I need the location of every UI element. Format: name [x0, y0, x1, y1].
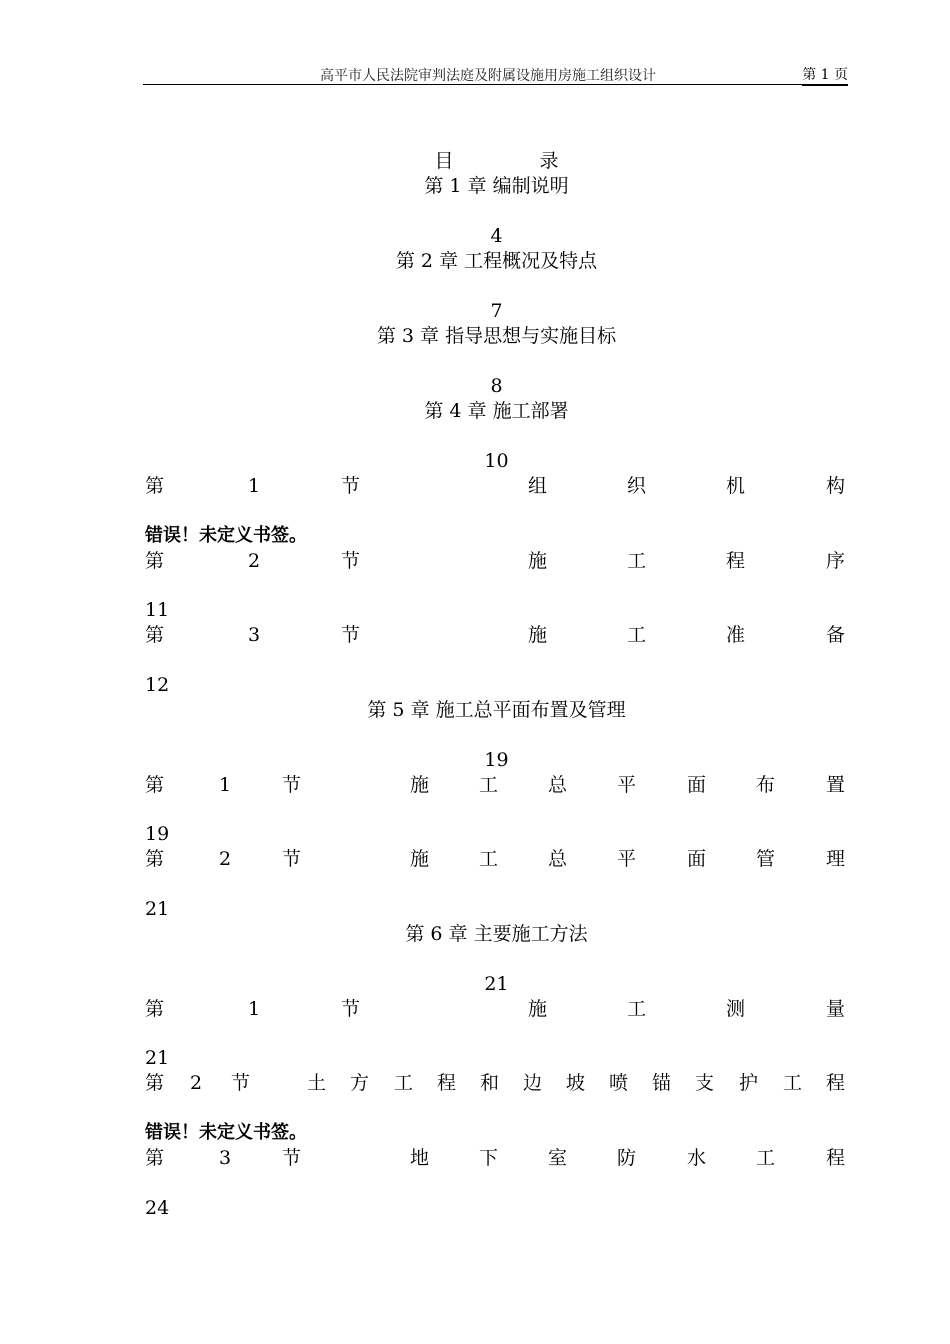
toc-page-ch1: 4: [490, 225, 503, 247]
toc-entry-ch5-s1[interactable]: [145, 772, 848, 798]
toc-entry-glyph: 室: [548, 1147, 568, 1169]
toc-page-ch2: 7: [490, 300, 503, 322]
toc-entry-glyph: 准: [726, 624, 746, 646]
toc-page-ch4-s3: 12: [145, 674, 170, 696]
toc-entry-glyph: 总: [548, 848, 568, 870]
toc-entry-glyph: 地: [410, 1147, 430, 1169]
toc-entry-glyph: 节: [341, 998, 361, 1020]
toc-entry-ch1[interactable]: 第 1 章 编制说明: [424, 175, 569, 197]
toc-entry-glyph: 第: [145, 1147, 165, 1169]
toc-entry-ch4[interactable]: 第 4 章 施工部署: [424, 400, 569, 422]
toc-entry-glyph: 工: [756, 1147, 776, 1169]
toc-error-ch4-s1: 错误！未定义书签。: [145, 525, 307, 546]
toc-entry-glyph: 和: [480, 1072, 500, 1094]
toc-entry-glyph: 施: [528, 998, 548, 1020]
toc-error-ch6-s2: 错误！未定义书签。: [145, 1122, 307, 1143]
toc-entry-glyph: 喷: [609, 1072, 629, 1094]
toc-entry-glyph: 3: [248, 624, 261, 646]
toc-entry-ch6-s2[interactable]: [145, 1070, 848, 1096]
toc-entry-glyph: 管: [756, 848, 776, 870]
toc-entry-glyph: 工: [783, 1072, 803, 1094]
toc-entry-glyph: 1: [219, 774, 232, 796]
toc-page-ch5-s1: 19: [145, 823, 170, 845]
toc-entry-glyph: 序: [826, 550, 846, 572]
toc-entry-ch4-s3[interactable]: [145, 622, 848, 648]
toc-entry-glyph: 工: [479, 774, 499, 796]
toc-entry-glyph: 工: [394, 1072, 414, 1094]
toc-entry-glyph: 置: [826, 774, 846, 796]
toc-entry-glyph: 程: [826, 1147, 846, 1169]
toc-entry-glyph: 面: [687, 774, 707, 796]
toc-entry-glyph: 录: [539, 150, 559, 172]
toc-entry-glyph: 1: [248, 475, 261, 497]
toc-entry-glyph: 支: [695, 1072, 715, 1094]
toc-entry-glyph: 织: [627, 475, 647, 497]
page-number: 第 1 页: [802, 64, 848, 86]
toc-entry-glyph: 2: [219, 848, 232, 870]
toc-entry-glyph: 护: [739, 1072, 759, 1094]
toc-entry-glyph: 节: [282, 848, 302, 870]
toc-entry-glyph: 水: [687, 1147, 707, 1169]
toc-entry-glyph: 布: [756, 774, 776, 796]
toc-entry-glyph: 防: [617, 1147, 637, 1169]
toc-entry-glyph: 测: [726, 998, 746, 1020]
toc-entry-glyph: 第: [145, 624, 165, 646]
toc-entry-glyph: 机: [726, 475, 746, 497]
toc-heading: [145, 148, 848, 174]
toc-page-ch6-s3: 24: [145, 1197, 170, 1219]
toc-entry-ch5[interactable]: 第 5 章 施工总平面布置及管理: [367, 699, 626, 721]
toc-page-ch3: 8: [490, 375, 503, 397]
document-title: 高平市人民法院审判法庭及附属设施用房施工组织设计: [320, 68, 656, 84]
toc-entry-glyph: 目: [434, 150, 454, 172]
toc-entry-glyph: 第: [145, 774, 165, 796]
toc-entry-glyph: 理: [826, 848, 846, 870]
toc-entry-glyph: 量: [826, 998, 846, 1020]
toc-entry-glyph: 施: [410, 774, 430, 796]
page-header: [143, 64, 848, 85]
toc-entry-glyph: 节: [282, 774, 302, 796]
toc-entry-glyph: 构: [826, 475, 846, 497]
toc-page-ch4-s2: 11: [145, 599, 170, 621]
toc-entry-glyph: 程: [826, 1072, 846, 1094]
toc-entry-ch2[interactable]: 第 2 章 工程概况及特点: [395, 250, 598, 272]
toc-entry-ch3[interactable]: 第 3 章 指导思想与实施目标: [376, 325, 617, 347]
toc-entry-glyph: 边: [523, 1072, 543, 1094]
toc-entry-ch5-s2[interactable]: [145, 846, 848, 872]
toc-entry-glyph: 节: [341, 475, 361, 497]
toc-entry-glyph: 第: [145, 550, 165, 572]
toc-entry-glyph: 第: [145, 848, 165, 870]
toc-entry-glyph: 组: [528, 475, 548, 497]
toc-entry-glyph: 下: [479, 1147, 499, 1169]
toc-entry-glyph: 工: [479, 848, 499, 870]
toc-entry-glyph: 工: [627, 998, 647, 1020]
toc-entry-ch6-s3[interactable]: [145, 1145, 848, 1171]
toc-entry-glyph: 工: [627, 550, 647, 572]
toc-entry-glyph: 备: [826, 624, 846, 646]
toc-entry-glyph: 平: [617, 774, 637, 796]
toc-page-ch5: 19: [484, 749, 509, 771]
toc-entry-ch4-s1[interactable]: [145, 473, 848, 499]
toc-entry-glyph: 施: [410, 848, 430, 870]
toc-entry-glyph: 施: [528, 550, 548, 572]
toc-entry-glyph: 方: [350, 1072, 370, 1094]
toc-entry-glyph: 施: [528, 624, 548, 646]
toc-entry-glyph: 面: [687, 848, 707, 870]
toc-entry-glyph: 锚: [652, 1072, 672, 1094]
toc-entry-glyph: 第: [145, 998, 165, 1020]
toc-entry-glyph: 总: [548, 774, 568, 796]
toc-entry-glyph: 节: [341, 550, 361, 572]
toc-entry-glyph: 2: [190, 1072, 203, 1094]
toc-page-ch6-s1: 21: [145, 1047, 170, 1069]
toc-entry-glyph: 3: [219, 1147, 232, 1169]
toc-entry-glyph: 土: [307, 1072, 327, 1094]
toc-entry-glyph: 第: [145, 1072, 165, 1094]
toc-entry-glyph: 程: [437, 1072, 457, 1094]
toc-entry-ch6[interactable]: 第 6 章 主要施工方法: [405, 923, 588, 945]
toc-entry-glyph: 平: [617, 848, 637, 870]
toc-entry-glyph: 节: [231, 1072, 251, 1094]
toc-entry-glyph: 1: [248, 998, 261, 1020]
toc-entry-glyph: 节: [341, 624, 361, 646]
toc-page-ch6: 21: [484, 973, 509, 995]
toc-entry-glyph: 节: [282, 1147, 302, 1169]
toc-entry-ch6-s1[interactable]: [145, 996, 848, 1022]
toc-entry-glyph: 坡: [566, 1072, 586, 1094]
toc-entry-glyph: 2: [248, 550, 261, 572]
toc-entry-glyph: 第: [145, 475, 165, 497]
toc-entry-ch4-s2[interactable]: [145, 548, 848, 574]
toc-page-ch5-s2: 21: [145, 898, 170, 920]
toc-entry-glyph: 程: [726, 550, 746, 572]
toc-entry-glyph: 工: [627, 624, 647, 646]
toc-page-ch4: 10: [484, 450, 509, 472]
